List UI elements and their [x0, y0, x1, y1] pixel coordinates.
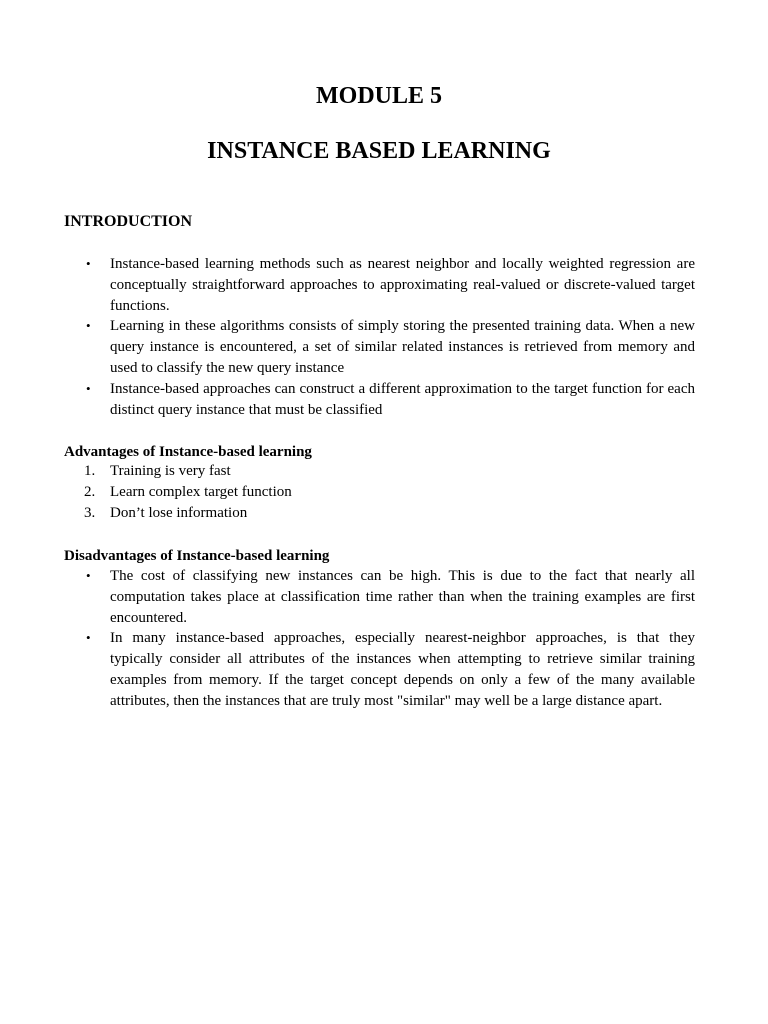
list-item: [64, 254, 695, 316]
bullet-icon: •: [86, 380, 91, 396]
module-title: MODULE 5: [316, 83, 442, 109]
bullet-icon: •: [86, 630, 91, 646]
list-item-text: Instance-based learning methods such as nearest neighbor and locally weighted regression are conceptually straightforward approaches to approximating real-valued or discrete-valued target functions.: [110, 256, 695, 314]
advantages-heading: Advantages of Instance-based learning: [64, 444, 312, 460]
list-item-text: The cost of classifying new instances can be high. This is due to the fact that nearly all computation takes place at classification time rather than when the training examples are first encountered.: [110, 568, 695, 626]
list-item: [64, 628, 695, 711]
list-item: [64, 482, 695, 503]
list-item-text: Instance-based approaches can construct a different approximation to the target function for each distinct query instance that must be classified: [110, 380, 695, 418]
list-item: [64, 461, 695, 482]
list-item: [64, 316, 695, 378]
list-number: 1.: [84, 463, 96, 479]
list-item-text: Training is very fast: [110, 463, 231, 479]
introduction-list: [64, 254, 695, 420]
list-item-text: Learning in these algorithms consists of simply storing the presented training data. When a new query instance is encountered, a set of similar related instances is retrieved from memory and used to classify the new query instance: [110, 318, 695, 376]
list-item-text: In many instance-based approaches, especially nearest-neighbor approaches, is that they typically consider all attributes of the instances when attempting to retrieve similar training examples from memory. If the target concept depends on only a few of the many available attributes, then the instances that are truly most "similar" may well be a large distance apart.: [110, 630, 695, 709]
list-item: [64, 503, 695, 524]
advantages-list: [64, 461, 695, 523]
bullet-icon: •: [86, 568, 91, 583]
list-number: 2.: [84, 483, 96, 500]
introduction-heading: INTRODUCTION: [64, 213, 193, 230]
bullet-icon: •: [86, 318, 91, 334]
bullet-icon: •: [86, 256, 91, 271]
list-item-text: Learn complex target function: [110, 483, 292, 500]
list-item: [64, 566, 695, 628]
page-title: INSTANCE BASED LEARNING: [207, 138, 551, 164]
disadvantages-list: [64, 566, 695, 712]
list-item: [64, 379, 695, 421]
disadvantages-heading: Disadvantages of Instance-based learning: [64, 548, 330, 564]
list-item-text: Don’t lose information: [110, 504, 248, 521]
list-number: 3.: [84, 504, 96, 521]
